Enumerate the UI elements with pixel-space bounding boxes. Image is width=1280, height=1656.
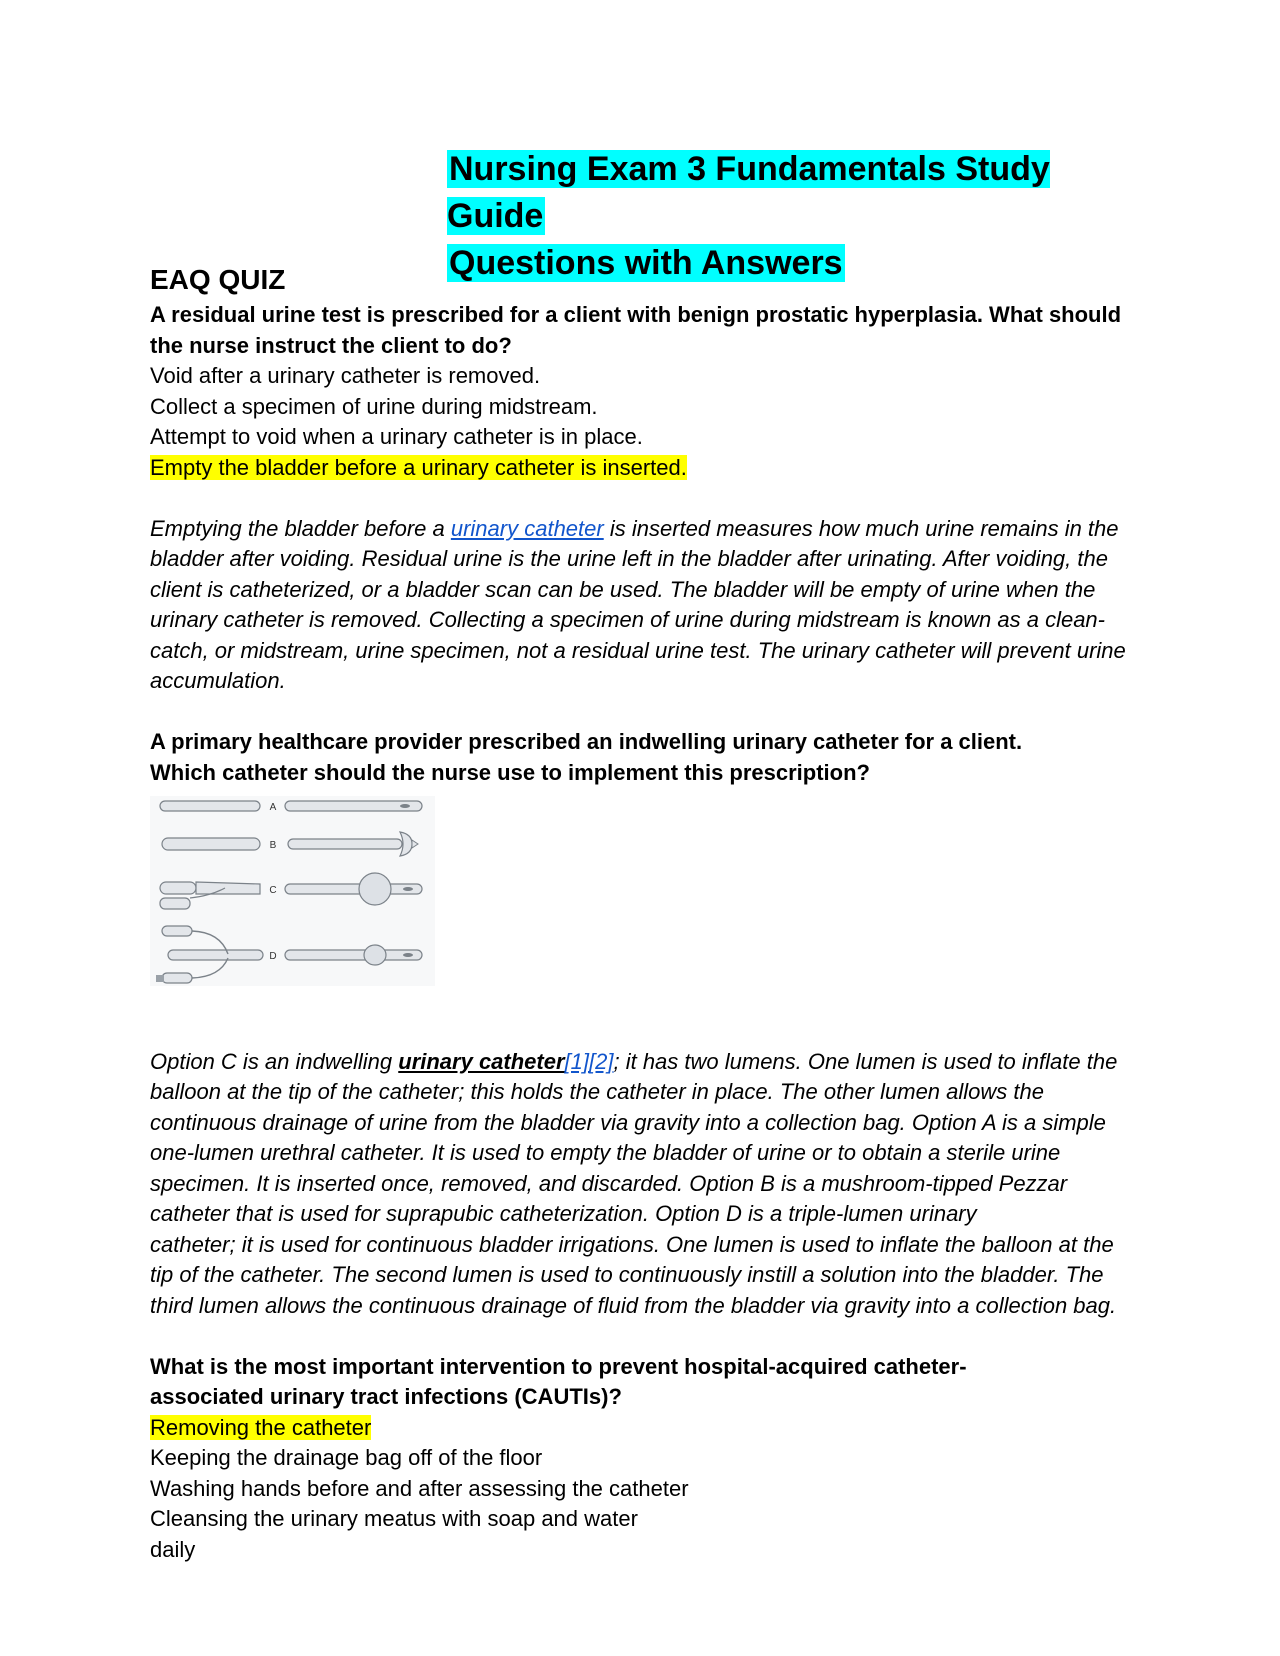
q1-correct-answer: Empty the bladder before a urinary catheter is inserted. [150, 454, 687, 480]
question-3-line-2: associated urinary tract infections (CAUTIs)? [150, 1384, 622, 1409]
q3-correct-answer: Removing the catheter [150, 1414, 372, 1440]
label-b: B [269, 840, 277, 851]
q1-option-2: Collect a specimen of urine during midstream. [150, 393, 598, 419]
q3-option-2: Keeping the drainage bag off of the floor [150, 1445, 543, 1470]
q3-option-4-continued: daily [150, 1536, 196, 1562]
reference-link-1[interactable]: [1] [564, 1048, 590, 1074]
q2-explanation-continued: catheter; it is used for continuous bladder irrigations. One lumen is used to inflate the balloon at the tip of the catheter. The second lumen is used to continuously instill a solution into the bladder. The third lumen allows the continuous drainage of fluid from the bladder via gravity into a collection bag. [150, 1231, 1117, 1318]
urinary-catheter-term: urinary catheter [398, 1048, 565, 1074]
q1-option-3: Attempt to void when a urinary catheter is in place. [150, 424, 643, 449]
label-a: A [269, 802, 277, 813]
question-3-line-1: What is the most important intervention to prevent hospital-acquired catheter- [150, 1353, 967, 1379]
title-line-2: Questions with Answers [449, 244, 843, 282]
q3-option-3: Washing hands before and after assessing the catheter [150, 1475, 689, 1501]
document-body [150, 262, 1130, 1565]
catheter-a-image [160, 801, 422, 811]
title-line-1: Nursing Exam 3 Fundamentals Study Guide [447, 150, 1050, 235]
reference-link-2[interactable]: [2] [589, 1048, 614, 1074]
q3-option-4: Cleansing the urinary meatus with soap and water [150, 1506, 638, 1531]
catheter-options-figure [150, 796, 435, 986]
section-heading: EAQ QUIZ [150, 264, 286, 295]
label-c: C [269, 885, 277, 896]
question-2-line-1: A primary healthcare provider prescribed an indwelling urinary catheter for a client. [150, 729, 1023, 754]
q1-explanation: Emptying the bladder before a urinary catheter is inserted measures how much urine remains in the bladder after voiding. Residual urine is the urine left in the bladder after urinating. After voiding, the client is catheterized, or a bladder scan can be used. The bladder will be empty of urine when the urinary catheter is removed. Collecting a specimen of urine during midstream is known as a clean-catch, or midstream, urine specimen, not a residual urine test. The urinary catheter will prevent urine accumulation. [150, 515, 1126, 693]
q2-explanation: Option C is an indwelling urinary catheter[1][2]; it has two lumens. One lumen is used to inflate the balloon at the tip of the catheter; this holds the catheter in place. The other lumen allows the continuous drainage of urine from the bladder via gravity into a collection bag. Option A is a simple one-lumen urethral catheter. It is used to empty the bladder of urine or to obtain a sterile urine specimen. It is inserted once, removed, and discarded. Option B is a mushroom-tipped Pezzar catheter that is used for suprapubic catheterization. Option D is a triple-lumen urinary [150, 1048, 1118, 1226]
q1-option-1: Void after a urinary catheter is removed. [150, 363, 541, 388]
question-1: A residual urine test is prescribed for a client with benign prostatic hyperplasia. What should the nurse instruct the client to do? [150, 302, 1122, 358]
urinary-catheter-link[interactable]: urinary catheter [450, 515, 604, 541]
question-2-line-2: Which catheter should the nurse use to implement this prescription? [150, 759, 870, 785]
label-d: D [269, 951, 277, 962]
